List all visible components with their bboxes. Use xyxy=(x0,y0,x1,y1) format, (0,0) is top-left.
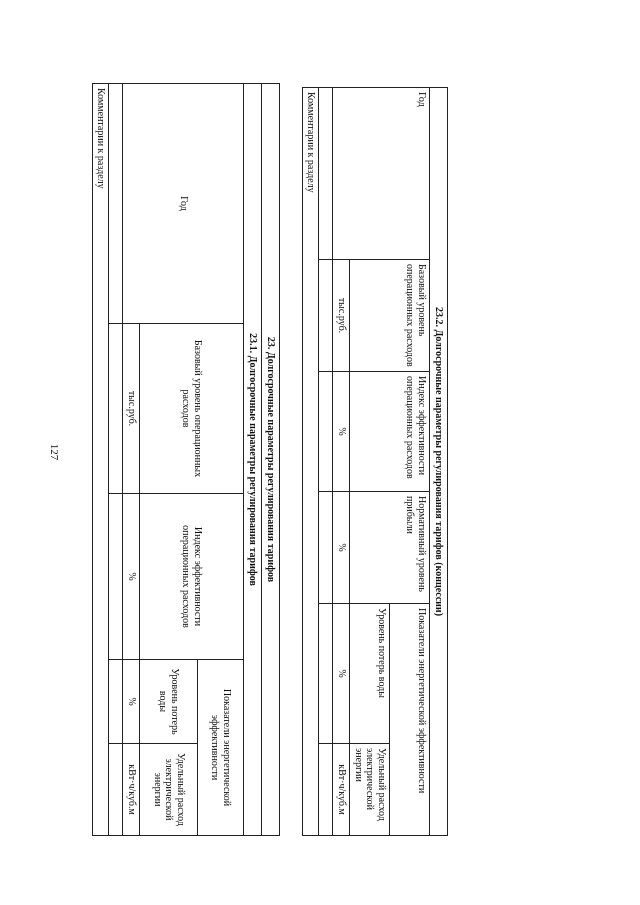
empty-cell xyxy=(319,372,333,492)
header-specific-consumption: Удельный расход электрической энергии xyxy=(140,744,198,836)
header-specific-consumption: Удельный расход электрической энергии xyxy=(350,744,390,836)
unit-water-loss: % xyxy=(123,660,140,744)
empty-cell xyxy=(319,260,333,372)
concession-params-table xyxy=(302,87,448,836)
subsection-title: 23.1. Долгосрочные параметры регулирования тарифов xyxy=(244,84,262,836)
unit-efficiency-index: % xyxy=(333,372,350,492)
header-year: Год xyxy=(333,88,430,260)
unit-specific-consumption: кВт·ч/куб.м xyxy=(123,744,140,836)
header-energy-indicators: Показатели энергетической эффективности xyxy=(198,660,244,836)
section-title: 23. Долгосрочные параметры регулирования тарифов xyxy=(262,84,280,836)
empty-cell xyxy=(109,494,123,660)
header-energy-indicators: Показатели энергетической эффективности xyxy=(390,604,430,836)
empty-cell xyxy=(319,744,333,836)
header-water-loss: Уровень потерь воды xyxy=(140,660,198,744)
table-1-wrapper xyxy=(92,83,280,836)
unit-profit-level: % xyxy=(333,492,350,604)
header-efficiency-index: Индекс эффективности операционных расходов xyxy=(350,372,430,492)
empty-cell xyxy=(109,324,123,494)
header-water-loss: Уровень потерь воды xyxy=(350,604,390,744)
header-base-level: Базовый уровень операционных расходов xyxy=(350,260,430,372)
unit-water-loss: % xyxy=(333,604,350,744)
subsection-title: 23.2. Долгосрочные параметры регулирования тарифов (концессии) xyxy=(430,88,448,836)
unit-base-level: тыс.руб. xyxy=(123,324,140,494)
empty-cell xyxy=(109,84,123,324)
empty-cell xyxy=(319,492,333,604)
table-2-wrapper xyxy=(302,87,448,836)
page-number: 127 xyxy=(48,443,60,461)
header-efficiency-index: Индекс эффективности операционных расходов xyxy=(140,494,244,660)
comments-label: Комментарии к разделу xyxy=(93,84,110,836)
empty-cell xyxy=(109,744,123,836)
tariff-params-table xyxy=(92,83,280,836)
empty-cell xyxy=(319,604,333,744)
header-year: Год xyxy=(123,84,244,324)
empty-cell xyxy=(109,660,123,744)
unit-efficiency-index: % xyxy=(123,494,140,660)
header-base-level: Базовый уровень операционных расходов xyxy=(140,324,244,494)
unit-specific-consumption: кВт·ч/куб.м xyxy=(333,744,350,836)
header-profit-level: Нормативный уровень прибыли xyxy=(350,492,430,604)
comments-label: Комментарии к разделу xyxy=(303,88,320,836)
empty-cell xyxy=(319,88,333,260)
unit-base-level: тыс.руб. xyxy=(333,260,350,372)
